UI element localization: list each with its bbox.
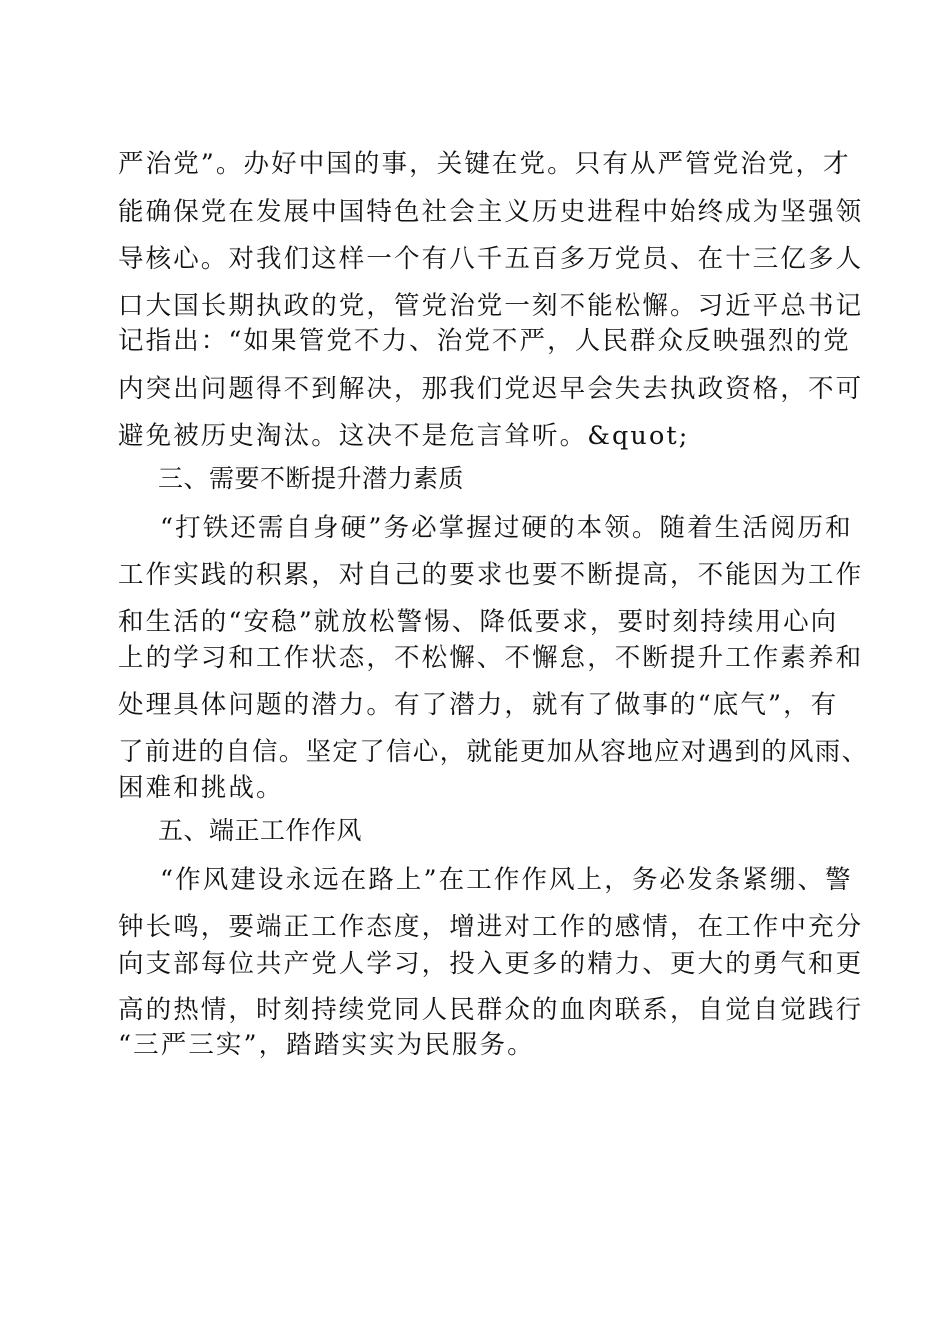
text-line: 避免被历史淘汰。这决不是危言耸听。&quot; (118, 421, 690, 451)
text-line: 高的热情，时刻持续党同人民群众的血肉联系，自觉自觉践行 (118, 995, 864, 1025)
section-3-heading: 三、需要不断提升潜力素质 (158, 464, 465, 493)
text-line: 工作实践的积累，对自己的要求也要不断提高，不能因为工作 (118, 560, 864, 590)
text-line: 和生活的“安稳”就放松警惕、降低要求，要时刻持续用心向 (118, 607, 839, 637)
text-line: 导核心。对我们这样一个有八千五百多万党员、在十三亿多人 (118, 244, 864, 274)
text-line: 能确保党在发展中国特色社会主义历史进程中始终成为坚强领 (118, 197, 864, 227)
text-line: 困难和挑战。 (118, 773, 284, 803)
text-line: “三严三实”，踏踏实实为民服务。 (118, 1030, 535, 1060)
text-line: 钟长鸣，要端正工作态度，增进对工作的感情，在工作中充分 (118, 912, 864, 942)
text-line: 向支部每位共产党人学习，投入更多的精力、更大的勇气和更 (118, 949, 864, 979)
text-line: 口大国长期执政的党，管党治党一刻不能松懈。习近平总书记 (118, 291, 864, 321)
section-5-heading: 五、端正工作作风 (158, 816, 363, 845)
text-line: “打铁还需自身硬”务必掌握过硬的本领。随着生活阅历和 (160, 513, 853, 543)
text-line: 严治党”。办好中国的事，关键在党。只有从严管党治党，才 (118, 149, 851, 179)
text-line: 了前进的自信。坚定了信心，就能更加从容地应对遇到的风雨、 (118, 737, 869, 767)
text-line: 记指出：“如果管党不力、治党不严，人民群众反映强烈的党 (118, 326, 851, 356)
text-line: 处理具体问题的潜力。有了潜力，就有了做事的“底气”，有 (118, 690, 839, 720)
text-line: 内突出问题得不到解决，那我们党迟早会失去执政资格，不可 (118, 374, 864, 404)
text-line: 上的学习和工作状态，不松懈、不懈怠，不断提升工作素养和 (118, 643, 864, 673)
text-line: “作风建设永远在路上”在工作作风上，务必发条紧绷、警 (160, 865, 853, 895)
